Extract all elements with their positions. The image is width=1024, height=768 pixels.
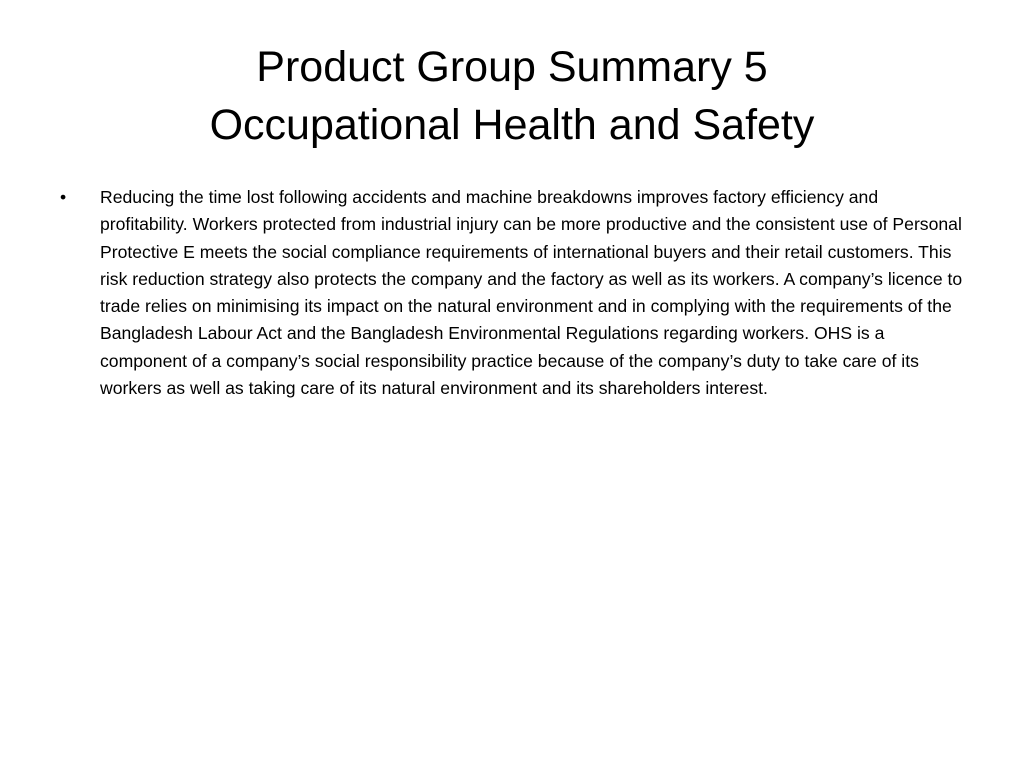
- slide-title: [60, 38, 964, 154]
- bullet-list: [60, 184, 964, 402]
- slide-title-line-1: Product Group Summary 5: [256, 43, 768, 91]
- slide-title-line-2: Occupational Health and Safety: [209, 101, 815, 149]
- bullet-dot-icon: •: [60, 187, 67, 207]
- bullet-text: Reducing the time lost following accidents and machine breakdowns improves factory efficiency and profitability. Workers protected from industrial injury can be more productive and the consistent use of Personal Protective E meets the social compliance requirements of international buyers and their retail customers. This risk reduction strategy also protects the company and the factory as well as its workers. A company’s licence to trade relies on minimising its impact on the natural environment and in complying with the requirements of the Bangladesh Labour Act and the Bangladesh Environmental Regulations regarding workers. OHS is a component of a company’s social responsibility practice because of the company’s duty to take care of its workers as well as taking care of its natural environment and its shareholders interest.: [100, 187, 963, 399]
- bullet-item: [60, 184, 964, 402]
